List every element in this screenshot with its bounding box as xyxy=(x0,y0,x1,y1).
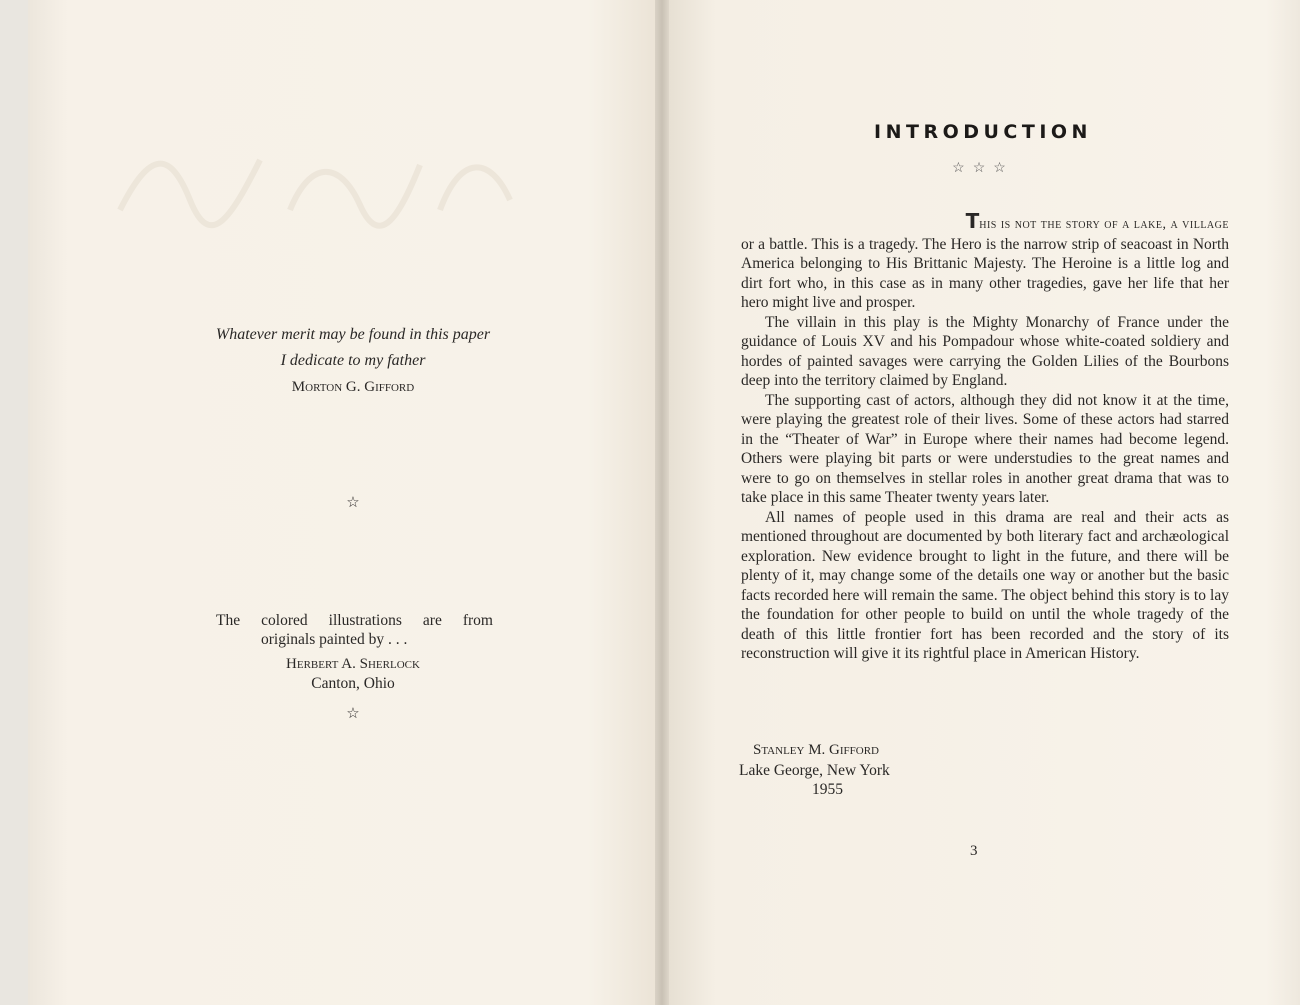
paragraph-4: All names of people used in this drama are real and their acts as mentioned throughout are documented by both literary fact and archæological exploration. New evidence brought to light in the future, and there will be plenty of it, may change some of the details one way or another but the basic facts recorded here will remain the same. The object behind this story is to lay the foundation for other people to build on until the whole tragedy of the death of this little frontier fort has been recorded and the story of its reconstruction will give it its rightful place in American History. xyxy=(741,508,1229,662)
title-star-ornament-icon: ☆☆☆ xyxy=(952,161,1014,176)
illustrator-location: Canton, Ohio xyxy=(311,675,395,692)
signature-name: Stanley M. Gifford xyxy=(753,742,879,758)
illustrator-name: Herbert A. Sherlock xyxy=(286,656,420,672)
drop-cap: T xyxy=(965,209,980,233)
paragraph-3: The supporting cast of actors, although they did not know it at the time, were playing the greatest role of their lives. Some of these actors had starred in the “Theater of War” in Europe where their names had become legend. Others were playing bit parts or were understudies to the great names and were to go on themselves in stellar roles in another great drama that was to take place in this same Theater twenty years later. xyxy=(741,391,1229,506)
credit-line-2: originals painted by . . . xyxy=(261,631,408,648)
page-title: INTRODUCTION xyxy=(874,121,1092,143)
star-ornament-icon: ☆ xyxy=(346,495,360,511)
dedication-line-1: Whatever merit may be found in this paper xyxy=(215,326,491,343)
dedicatee-name: Morton G. Gifford xyxy=(291,379,415,395)
signature-location: Lake George, New York xyxy=(739,762,890,779)
credit-line-1: The colored illustrations are from xyxy=(216,612,493,629)
paragraph-2: The villain in this play is the Mighty Monarchy of France under the guidance of Louis XV and his Pompadour whose white-coated soldiery and hordes of painted savages were carrying the Golden Lilies of the Bourbons deep into the territory claimed by England. xyxy=(741,313,1229,389)
dedication-line-2: I dedicate to my father xyxy=(280,352,426,369)
signature-year: 1955 xyxy=(812,781,843,798)
introduction-body xyxy=(741,209,1229,664)
page-number: 3 xyxy=(970,843,978,859)
lead-in-text: his is not the story of a lake, a village xyxy=(979,217,1229,232)
star-ornament-icon: ☆ xyxy=(346,706,360,722)
lead-in-line xyxy=(741,209,1229,235)
paragraph-1: or a battle. This is a tragedy. The Hero is the narrow strip of seacoast in North America belonging to His Brittanic Majesty. The Heroine is a little log and dirt fort who, in this case as in many other tragedies, gave her life that her hero might live and prosper. xyxy=(741,235,1229,311)
show-through-ghost-text xyxy=(110,140,540,246)
